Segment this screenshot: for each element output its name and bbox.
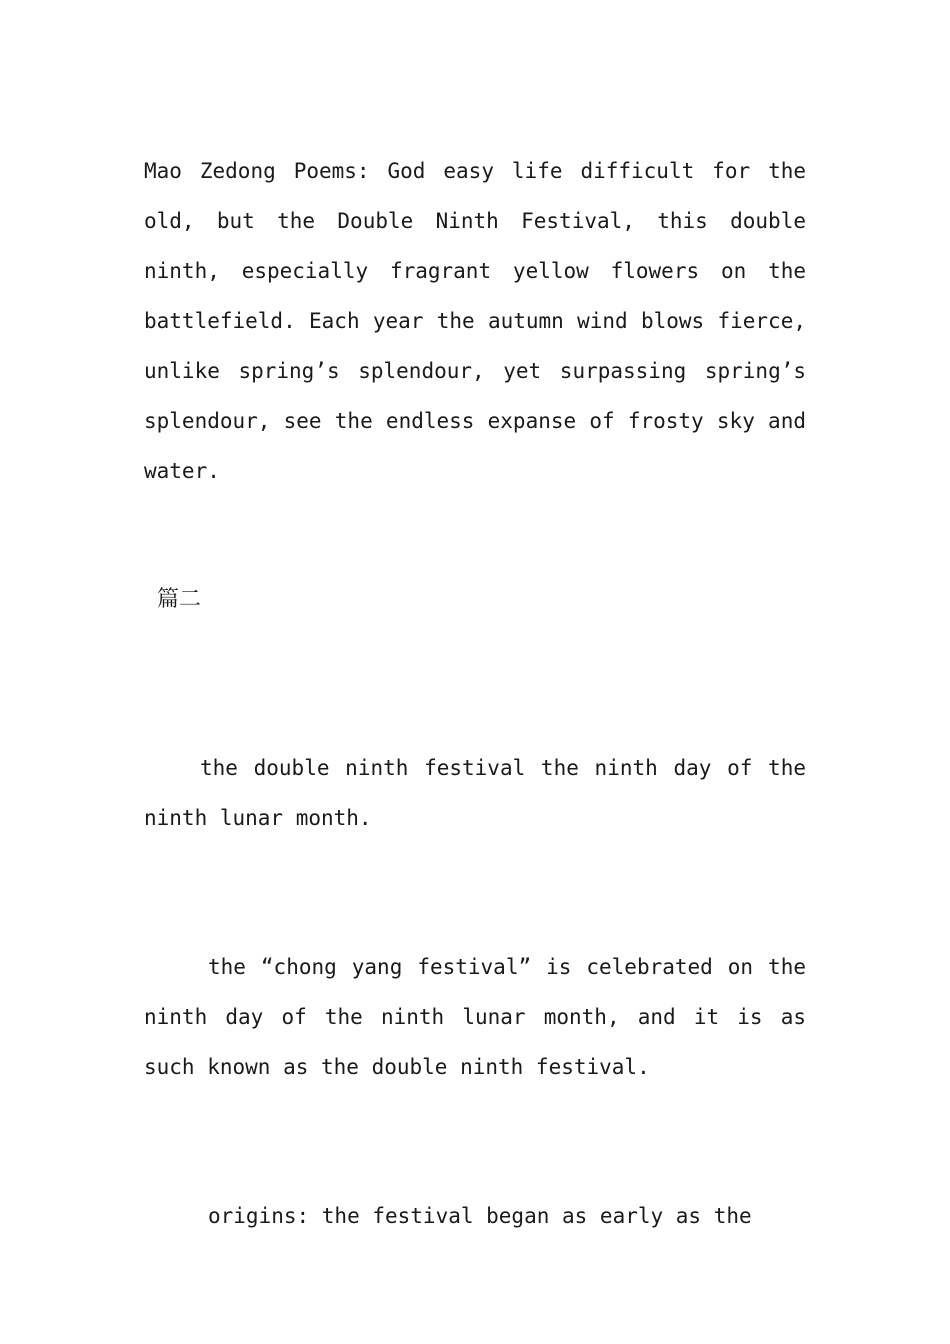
paragraph-mao-zedong-poem [144, 146, 806, 496]
paragraph-text: origins: the festival began as early as the [208, 1204, 752, 1228]
paragraph-text: the double ninth festival the ninth day of the ninth lunar month. [144, 756, 806, 830]
paragraph-double-ninth-definition [144, 743, 806, 843]
section-heading: 篇二 [157, 587, 202, 612]
paragraph-text: Mao Zedong Poems: God easy life difficult for the old, but the Double Ninth Festival, this double ninth, especially fragrant yellow flowers on the battlefield. Each year the autumn wind blows fierce, unlike spring’s splendour, yet surpassing spring’s splendour, see the endless expanse of frosty sky and water. [144, 159, 806, 483]
paragraph-text: the “chong yang festival” is celebrated on the ninth day of the ninth lunar month, and it is as such known as the double ninth festival. [144, 955, 806, 1079]
paragraph-origins [144, 1191, 806, 1241]
paragraph-chong-yang-festival [144, 942, 806, 1092]
